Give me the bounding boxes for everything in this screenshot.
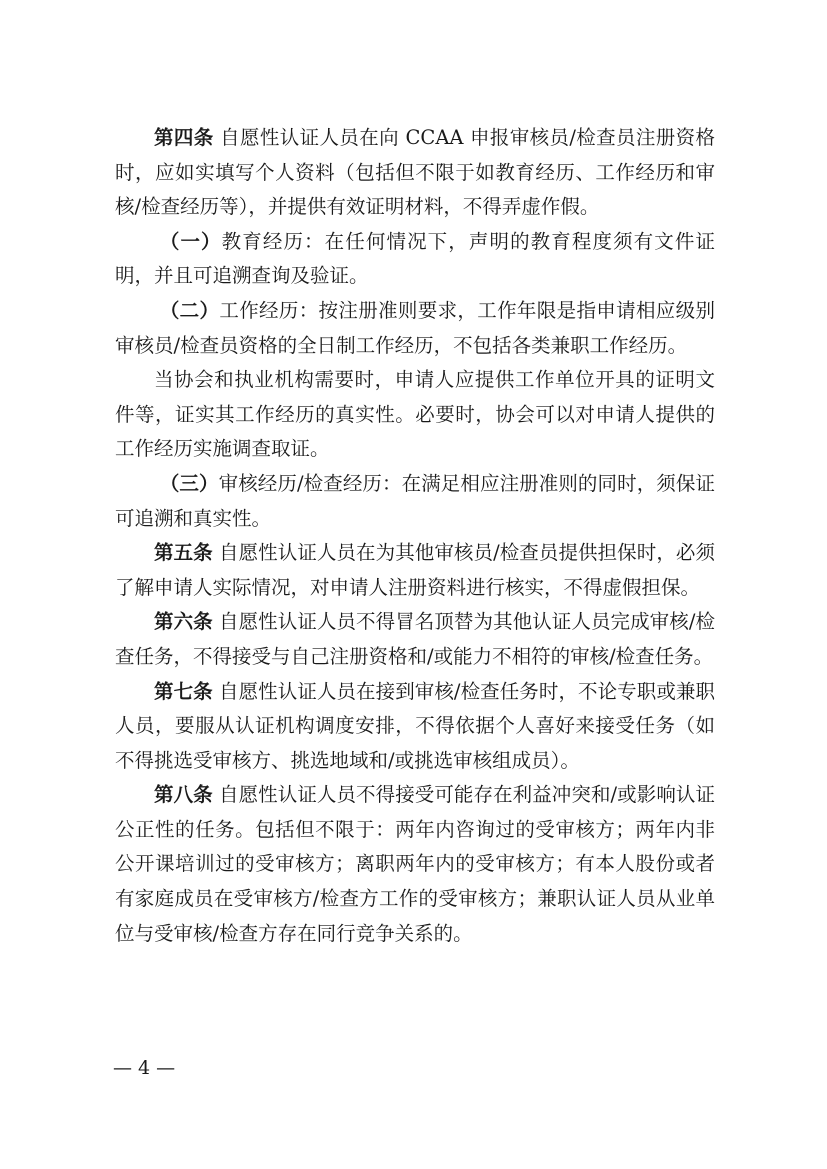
page-number: — 4 — [113, 1057, 176, 1079]
article-heading: 第八条 [154, 783, 213, 807]
article-6 [115, 605, 715, 674]
article-heading: 第六条 [154, 610, 213, 634]
article-4 [115, 121, 715, 225]
article-heading: 第四条 [154, 126, 214, 149]
article-text: 自愿性认证人员不得冒名顶替为其他认证人员完成审核/检查任务，不得接受与自己注册资格和/或能力不相符的审核/检查任务。 [115, 610, 715, 668]
article-7 [115, 675, 715, 779]
article-text: 自愿性认证人员在为其他审核员/检查员提供担保时，必须了解申请人实际情况，对申请人注册资料进行核实，不得虚假担保。 [115, 541, 715, 599]
item-heading: （二） [159, 298, 220, 322]
article-text: 自愿性认证人员在向 CCAA 申报审核员/检查员注册资格时，应如实填写个人资料（包括但不限于如教育经历、工作经历和审核/检查经历等），并提供有效证明材料，不得弄虚作假。 [115, 126, 715, 219]
article-heading: 第七条 [154, 679, 213, 703]
paragraph-text: 当协会和执业机构需要时，申请人应提供工作单位开具的证明文件等，证实其工作经历的真实性。必要时，协会可以对申请人提供的工作经历实施调查取证。 [115, 368, 715, 461]
item-work-note [115, 363, 715, 467]
item-text: 教育经历：在任何情况下，声明的教育程度须有文件证明，并且可追溯查询及验证。 [115, 229, 715, 288]
item-text: 审核经历/检查经历：在满足相应注册准则的同时，须保证可追溯和真实性。 [115, 471, 715, 530]
article-5 [115, 536, 715, 605]
item-heading: （三） [159, 471, 219, 495]
item-text: 工作经历：按注册准则要求，工作年限是指申请相应级别审核员/检查员资格的全日制工作经历，不包括各类兼职工作经历。 [115, 298, 715, 357]
article-text: 自愿性认证人员不得接受可能存在利益冲突和/或影响认证公正性的任务。包括但不限于：两年内咨询过的受审核方；两年内非公开课培训过的受审核方；离职两年内的受审核方；有本人股份或者有家庭成员在受审核方/检查方工作的受审核方；兼职认证人员从业单位与受审核/检查方存在同行竞争关系的。 [115, 783, 715, 945]
item-heading: （一） [159, 229, 222, 253]
item-education [115, 225, 715, 294]
article-text: 自愿性认证人员在接到审核/检查任务时，不论专职或兼职人员，要服从认证机构调度安排，不得依据个人喜好来接受任务（如不得挑选受审核方、挑选地域和/或挑选审核组成员）。 [115, 679, 715, 772]
item-work [115, 294, 715, 363]
article-heading: 第五条 [154, 541, 213, 565]
document-body [115, 121, 715, 951]
article-8 [115, 778, 715, 951]
item-audit [115, 467, 715, 536]
